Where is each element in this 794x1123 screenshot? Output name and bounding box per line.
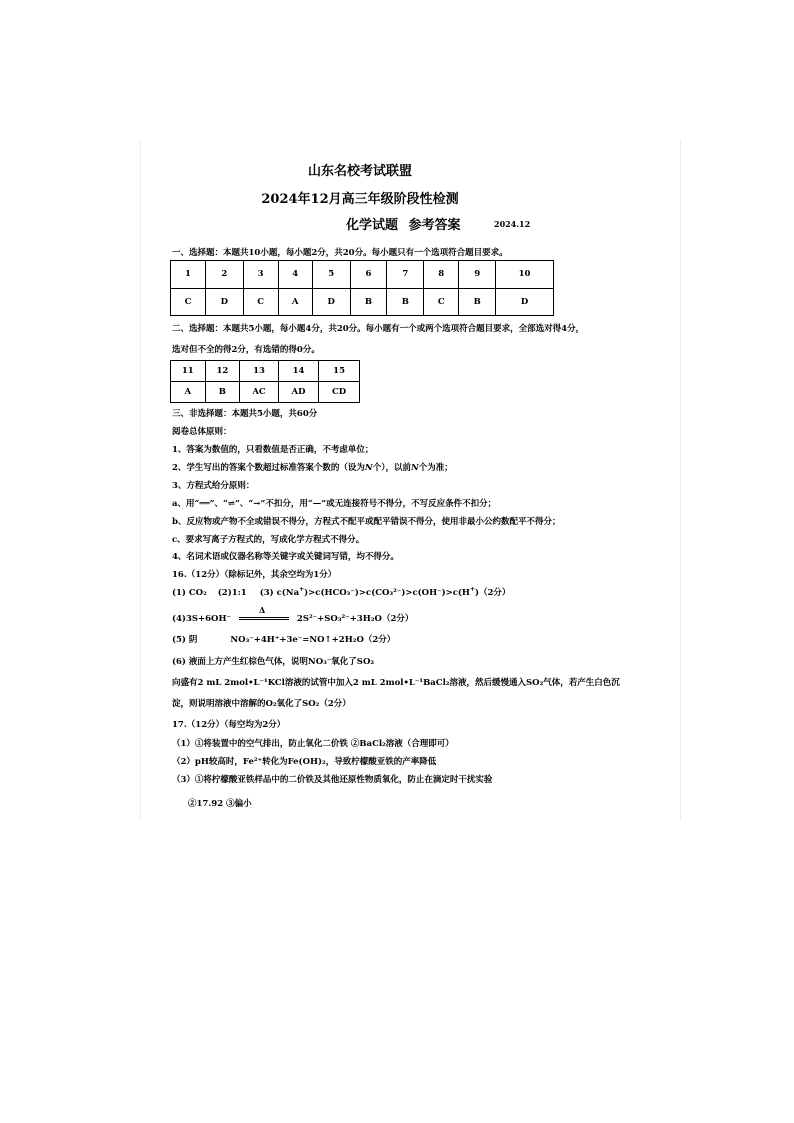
q16-part4-equation [172,605,414,624]
heat-condition: Δ [258,605,266,615]
exam-org: 山东名校考试联盟 [307,164,412,179]
table-cell: D [205,288,243,316]
table-cell: 13 [240,361,279,382]
q16-part6-line2: 向盛有2 mL 2mol•L⁻¹KCl溶液的试管中加入2 mL 2mol•L⁻¹BaCl₂溶液，然后缓慢通入SO₂气体，若产生白色沉 [172,678,620,688]
table-cell: 6 [350,261,387,289]
table-cell: 4 [278,261,312,289]
table-cell: 8 [424,261,459,289]
superscript-plus: + [469,586,475,594]
page-edge-right [680,140,681,820]
subject-title [346,214,461,233]
table-cell: B [205,382,240,403]
table-cell: AD [278,382,318,403]
q16-part5-a: (5) 阴 [172,635,198,645]
table-cell: 15 [319,361,360,382]
table-cell: B [459,288,496,316]
table-row-answers [171,288,554,316]
q16-part3-a: (3) c(Na [259,588,300,598]
table-cell: 2 [205,261,243,289]
table-cell: CD [319,382,360,403]
table-cell: B [350,288,387,316]
q17-title: 17.（12分）（每空均为2分） [172,720,286,730]
rule-3c: c、要求写离子方程式的，写成化学方程式不得分。 [172,535,365,545]
table-cell: AC [240,382,279,403]
q16-part3-b: )>c(HCO₃⁻)>c(CO₃²⁻)>c(OH⁻)>c(H [304,588,470,598]
q17-part3: （3）①将柠檬酸亚铁样品中的二价铁及其他还原性物质氧化，防止在滴定时干扰实验 [172,775,493,785]
table-cell: 3 [243,261,278,289]
section1-heading: 一、选择题：本题共10小题，每小题2分，共20分。每小题只有一个选项符合题目要求。 [172,248,508,258]
subject-name: 化学试题 [346,218,399,233]
q17-part3-cont: ②17.92 ③偏小 [188,799,252,809]
table-cell: A [171,382,206,403]
q17-part1: （1）①将装置中的空气排出，防止氧化二价铁 ②BaCl₂溶液（合理即可） [172,739,454,749]
rule-4: 4、名词术语或仪器名称等关键字或关键词写错，均不得分。 [172,552,399,562]
table-cell: D [312,288,350,316]
rule-2-var-n: N [364,463,373,473]
q16-part5-b: NO₃⁻+4H⁺+3e⁻=NO↑+2H₂O（2分） [230,635,396,645]
q16-part6-line3: 淀，则说明溶液中溶解的O₂氧化了SO₂（2分） [172,699,351,709]
table-cell: 7 [387,261,424,289]
table-row-numbers [171,261,554,289]
equals-line [239,617,289,620]
q16-part2: (2)1:1 [217,588,247,598]
table-cell: B [387,288,424,316]
rule-2-var-n2: N [410,463,419,473]
table-cell: 5 [312,261,350,289]
q16-part6: (6) 液面上方产生红棕色气体，说明NO₃⁻氧化了SO₂ [172,657,375,667]
table-cell: 14 [278,361,318,382]
table-cell: 12 [205,361,240,382]
section3-heading: 三、非选择题：本题共5小题，共60分 [172,409,318,419]
principles-title: 阅卷总体原则： [172,427,232,437]
section2-heading-line1: 二、选择题：本题共5小题，每小题4分，共20分。每小题有一个或两个选项符合题目要求，全部选对得4分， [172,324,585,334]
table-cell: C [171,288,206,316]
table-row-numbers [171,361,360,382]
table-cell: C [243,288,278,316]
rule-3: 3、方程式给分原则： [172,481,255,491]
q17-part2: （2）pH较高时，Fe²⁺转化为Fe(OH)₂，导致柠檬酸亚铁的产率降低 [172,757,437,767]
q16-part3-c: )（2分） [475,588,511,598]
q16-title: 16.（12分）（除标记外，其余空均为1分） [172,570,337,580]
rule-3b: b、反应物或产物不全或错误不得分，方程式不配平或配平错误不得分，使用非最小公约数配平不得分； [172,517,561,527]
answer-label: 参考答案 [408,218,461,233]
section2-answer-table [170,360,360,403]
rule-2-part-a: 2、学生写出的答案个数超过标准答案个数的（设为 [172,463,365,473]
page-edge-left [140,140,141,820]
table-cell: 1 [171,261,206,289]
rule-2-part-b: 个），以前 [372,463,411,473]
rule-3a: a、用“══”、“⇌”、“→”不扣分，用“—”或无连接符号不得分，不写反应条件不扣分； [172,499,497,509]
table-cell: 9 [459,261,496,289]
superscript-plus: + [299,586,305,594]
exam-date: 2024.12 [494,219,531,229]
table-cell: 11 [171,361,206,382]
q16-part1: (1) CO₂ [172,588,207,598]
rule-1: 1、答案为数值的，只看数值是否正确，不考虑单位； [172,445,374,455]
q16-parts-1-3 [172,586,510,598]
rule-2-part-c: 个为准； [418,463,453,473]
reaction-arrow [239,605,289,620]
table-cell: C [424,288,459,316]
table-cell: A [278,288,312,316]
table-row-answers [171,382,360,403]
section2-heading-line2: 选对但不全的得2分，有选错的得0分。 [172,345,320,355]
rule-2 [172,461,453,473]
q16-part4-left: (4)3S+6OH⁻ [172,614,231,624]
q16-part5 [172,633,395,645]
exam-title: 2024年12月高三年级阶段性检测 [261,192,459,207]
q16-part3 [260,588,511,598]
q16-part4-right: 2S²⁻+SO₃²⁻+3H₂O（2分） [296,614,414,624]
section1-answer-table [170,260,554,316]
table-cell: D [496,288,554,316]
table-cell: 10 [496,261,554,289]
